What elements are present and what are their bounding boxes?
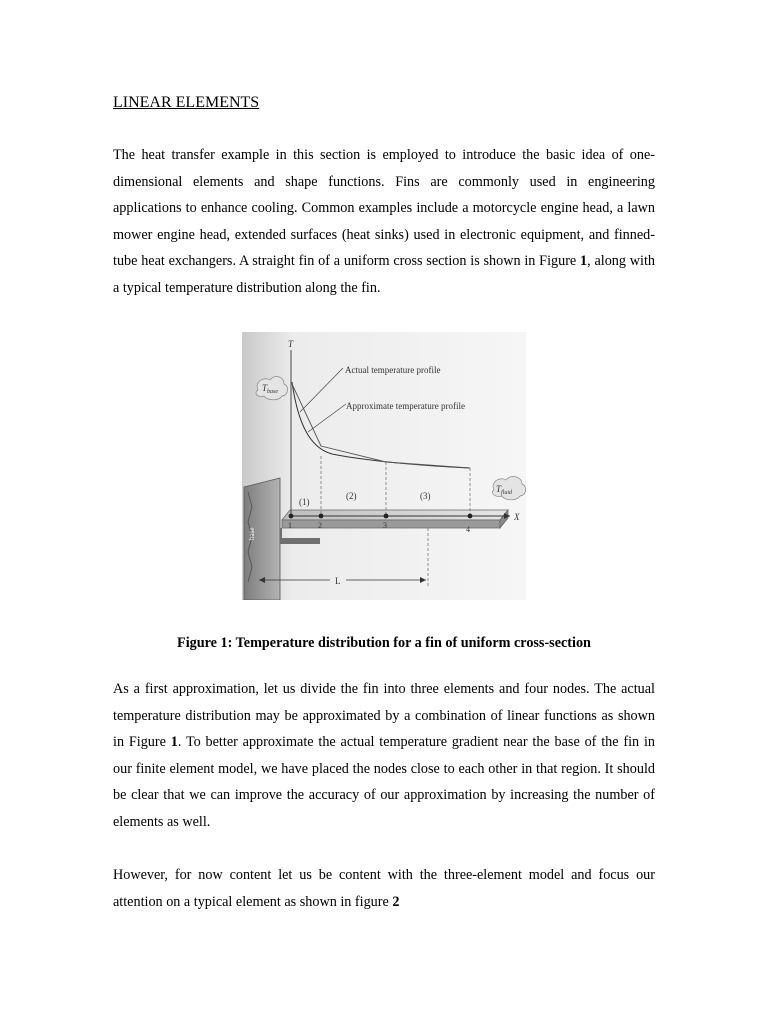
approx-profile-label: Approximate temperature profile <box>346 401 465 411</box>
fin-diagram <box>242 332 526 600</box>
figure-reference: 1 <box>580 253 588 270</box>
node-3-label: 3 <box>383 521 387 530</box>
node-1-dot <box>289 514 294 519</box>
element-3-label: (3) <box>420 491 431 501</box>
t-fluid-subscript: fluid <box>501 490 513 496</box>
t-fluid-symbol: T <box>496 484 502 494</box>
node-2-dot <box>319 514 324 519</box>
node-2-label: 2 <box>318 521 322 530</box>
figure-reference: 2 <box>392 893 400 910</box>
actual-profile-label: Actual temperature profile <box>345 365 441 375</box>
section-heading: LINEAR ELEMENTS <box>113 94 260 111</box>
closing-paragraph <box>113 862 655 915</box>
approximation-text: As a first approximation, let us divide the fin into three elements and four nodes. The actual temperature distribution may be approximated by a combination of linear functions as shown in Figure <box>113 681 655 751</box>
approximation-paragraph <box>113 676 655 836</box>
intro-text: The heat transfer example in this section is employed to introduce the basic idea of one-dimensional elements and shape functions. Fins are commonly used in engineering applications to enhance cooling. Common examples include a motorcycle engine head, a lawn mower engine head, extended surfaces (heat sinks) used in electronic equipment, and finned-tube heat exchangers. A straight fin of a uniform cross section is shown in Figure <box>113 147 655 270</box>
node-3-dot <box>384 514 389 519</box>
intro-text-end: , along with a typical temperature distribution along the fin. <box>113 253 655 296</box>
node-1-label: 1 <box>288 521 292 530</box>
fin-figure <box>242 332 526 600</box>
intro-paragraph <box>113 142 655 302</box>
figure-reference: 1 <box>170 734 178 751</box>
t-base-symbol: T <box>262 383 268 393</box>
t-base-subscript: base <box>267 389 279 395</box>
x-axis-label: X <box>514 512 520 522</box>
figure-caption: Figure 1: Temperature distribution for a fin of uniform cross-section <box>177 635 591 651</box>
fin-top-face <box>282 510 508 520</box>
wall-label: base <box>248 527 256 540</box>
node-4-label: 4 <box>466 525 470 534</box>
node-4-dot <box>468 514 473 519</box>
length-label: L <box>335 576 341 586</box>
element-2-label: (2) <box>346 491 357 501</box>
element-1-label: (1) <box>299 497 310 507</box>
approximation-text-end: . To better approximate the actual temperature gradient near the base of the fin in our finite element model, we have placed the nodes close to each other in that region. It should be clear that we can improve the accuracy of our approximation by increasing the number of elements as well. <box>113 734 656 830</box>
closing-text: However, for now content let us be content with the three-element model and focus our attention on a typical element as shown in figure <box>113 867 655 910</box>
t-axis-label: T <box>288 339 294 349</box>
